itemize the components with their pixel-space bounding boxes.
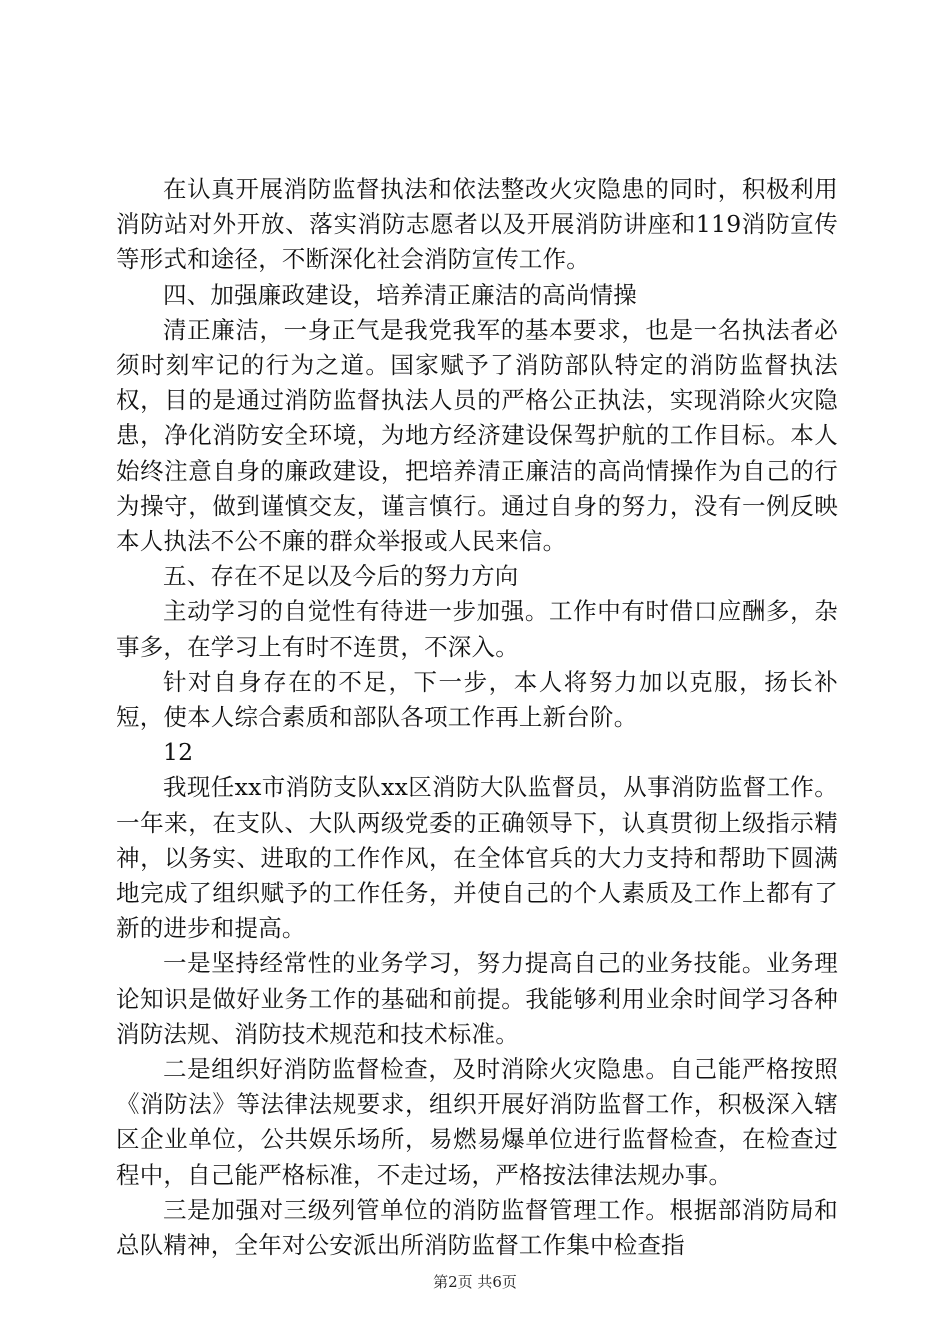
page-number-footer: 第2页 共6页: [433, 1273, 517, 1291]
document-body: [116, 172, 838, 1263]
section-number: 12: [163, 738, 194, 767]
section-heading-shortcomings: 五、存在不足以及今后的努力方向: [163, 562, 519, 591]
paragraph-study: 一是坚持经常性的业务学习，努力提高自己的业务技能。业务理论知识是做好业务工作的基础和前提。我能够利用业余时间学习各种消防法规、消防技术规范和技术标准。: [116, 949, 838, 1048]
section-heading-integrity: 四、加强廉政建设，培养清正廉洁的高尚情操: [163, 280, 637, 309]
paragraph-management: 三是加强对三级列管单位的消防监督管理工作。根据部消防局和总队精神，全年对公安派出所消防监督工作集中检查指: [116, 1195, 838, 1260]
paragraph-fire-publicity: 在认真开展消防监督执法和依法整改火灾隐患的同时，积极利用消防站对外开放、落实消防志愿者以及开展消防讲座和119消防宣传等形式和途径，不断深化社会消防宣传工作。: [116, 175, 838, 274]
paragraph-introduction: 我现任xx市消防支队xx区消防大队监督员，从事消防监督工作。一年来，在支队、大队两级党委的正确领导下，认真贯彻上级指示精神，以务实、进取的工作作风，在全体官兵的大力支持和帮助下圆满地完成了组织赋予的工作任务，并使自己的个人素质及工作上都有了新的进步和提高。: [116, 773, 838, 943]
paragraph-inspection: 二是组织好消防监督检查，及时消除火灾隐患。自己能严格按照《消防法》等法律法规要求，组织开展好消防监督工作，积极深入辖区企业单位，公共娱乐场所，易燃易爆单位进行监督检查，在检查过程中，自己能严格标准，不走过场，严格按法律法规办事。: [116, 1055, 838, 1189]
paragraph-integrity: 清正廉洁，一身正气是我党我军的基本要求，也是一名执法者必须时刻牢记的行为之道。国家赋予了消防部队特定的消防监督执法权，目的是通过消防监督执法人员的严格公正执法，实现消除火灾隐患，净化消防安全环境，为地方经济建设保驾护航的工作目标。本人始终注意自身的廉政建设，把培养清正廉洁的高尚情操作为自己的行为操守，做到谨慎交友，谨言慎行。通过自身的努力，没有一例反映本人执法不公不廉的群众举报或人民来信。: [116, 315, 838, 556]
paragraph-improvement: 针对自身存在的不足，下一步，本人将努力加以克服，扬长补短，使本人综合素质和部队各项工作再上新台阶。: [116, 667, 838, 732]
paragraph-shortcomings: 主动学习的自觉性有待进一步加强。工作中有时借口应酬多，杂事多，在学习上有时不连贯，不深入。: [116, 597, 838, 661]
